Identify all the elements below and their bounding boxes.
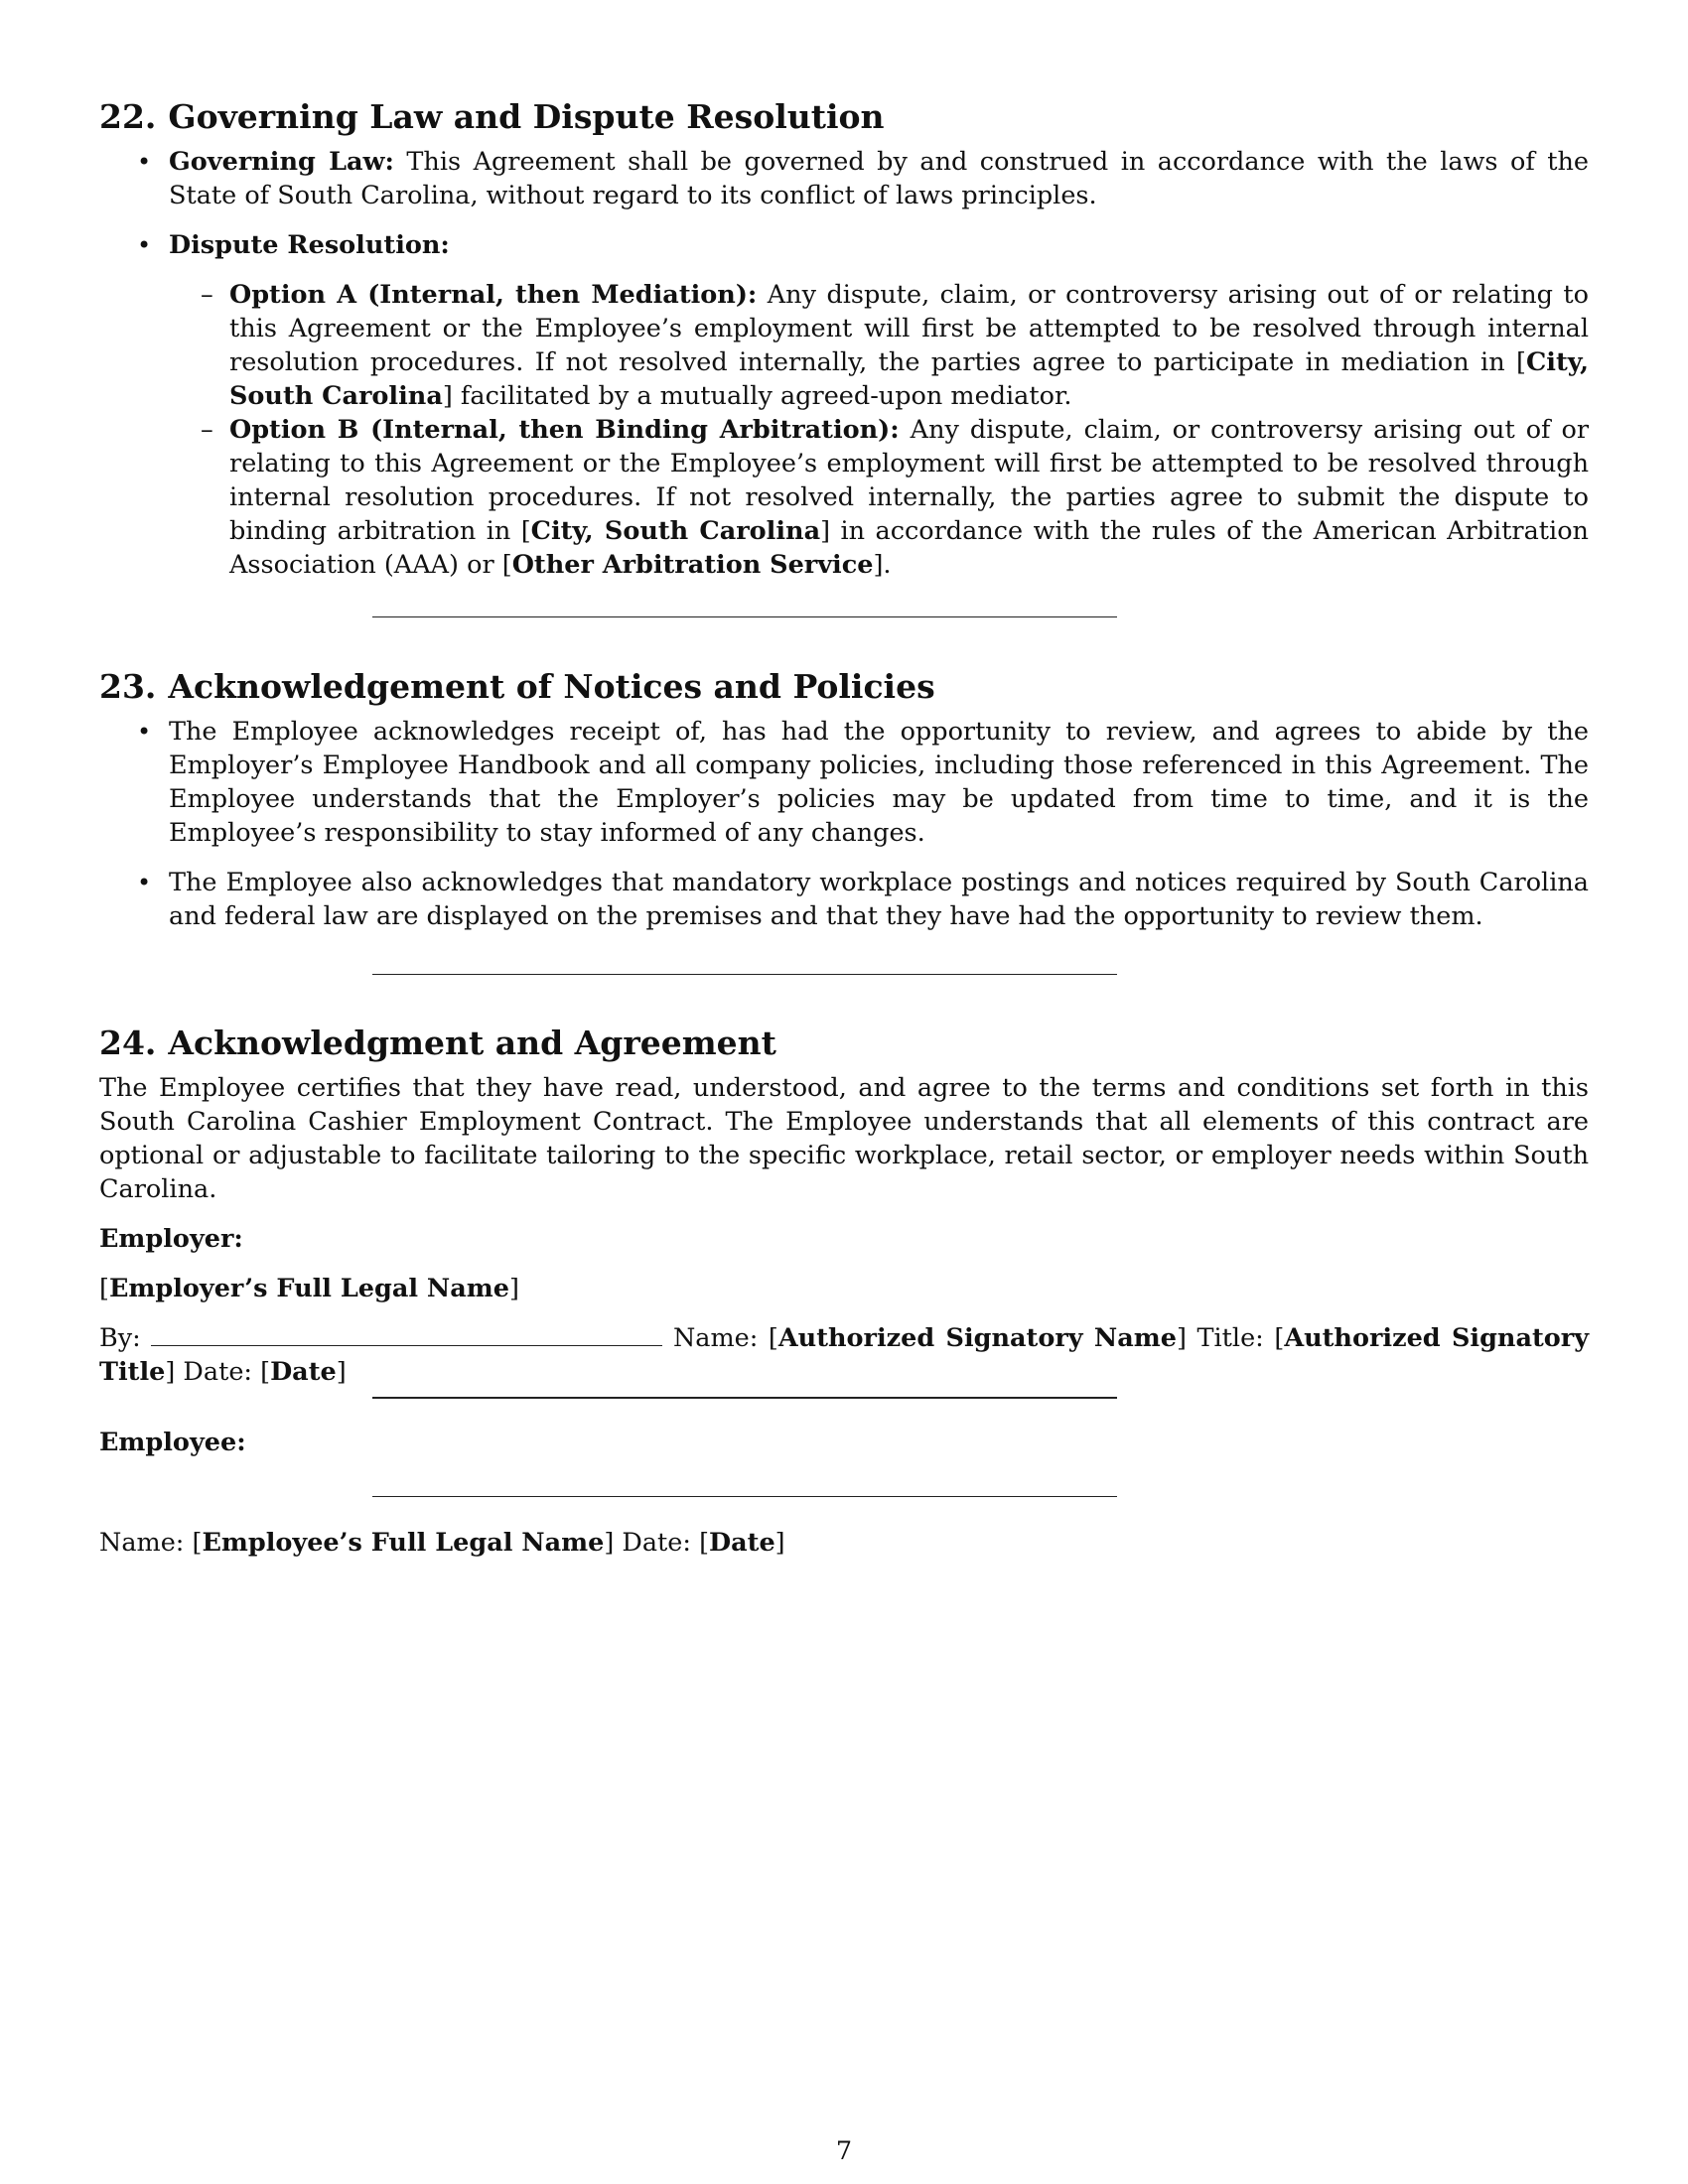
document-page: [99, 95, 1589, 598]
option-a-place: City, South Carolina: [229, 347, 1589, 411]
employee-date-label: Date:: [622, 1528, 691, 1558]
bullet-list: [99, 145, 1589, 582]
name-label: Name:: [672, 1323, 759, 1353]
employee-label: Employee:: [99, 1428, 246, 1457]
option-a-tail: facilitated by a mutually agreed-upon mediator.: [460, 381, 1072, 411]
title-label: Title:: [1196, 1323, 1264, 1353]
agreement-paragraph: The Employee certifies that they have read, understood, and agree to the terms and conditions set forth in this South Carolina Cashier Employment Contract. The Employee understands that all elements of this contract are optional or adjustable to facilitate tailoring to the specific workplace, retail sector, or employer needs within South Carolina.: [99, 1073, 1589, 1204]
signatory-title: Authorized Signatory Title: [99, 1323, 1590, 1387]
section-heading: [99, 665, 1589, 709]
option-b-label: Option B (Internal, then Binding Arbitration):: [229, 415, 900, 445]
section-heading: [99, 1022, 1589, 1065]
section-divider: [372, 616, 1117, 617]
section-title: Governing Law and Dispute Resolution: [168, 97, 885, 136]
option-b-service: Other Arbitration Service: [511, 550, 874, 580]
bullet-list: [99, 715, 1589, 933]
list-item: [99, 866, 1589, 933]
option-b-item: – Option B (Internal, then Binding Arbitration): Any dispute, claim, or controversy arising out of or relating to this Agreement or the Employee’s employment will first be attempted to be resolved through internal resolution procedures. If not resolved internally, the parties agree to submit the dispute to binding arbitration in [City, South Carolina] in accordance with the rules of the American Arbitration Association (AAA) or [Other Arbitration Service].: [169, 413, 1589, 582]
employee-name: Employee’s Full Legal Name: [202, 1528, 605, 1558]
section-title: Acknowledgement of Notices and Policies: [168, 667, 935, 706]
employee-signature-line[interactable]: [372, 1496, 1117, 1497]
section-number: 23.: [99, 667, 157, 706]
acknowledgement-text: The Employee acknowledges receipt of, has had the opportunity to review, and agrees to abide by the Employer’s Employee Handbook and all company policies, including those referenced in this Agreement. The Employee understands that the Employer’s policies may be updated from time to time, and it is the Employee’s responsibility to stay informed of any changes.: [169, 717, 1589, 848]
employer-name-line: [Employer’s Full Legal Name]: [99, 1274, 519, 1303]
signatory-name: Authorized Signatory Name: [777, 1323, 1177, 1353]
section-number: 24.: [99, 1024, 157, 1062]
option-a-item: – Option A (Internal, then Mediation): Any dispute, claim, or controversy arising out of or relating to this Agreement or the Employee’s employment will first be attempted to be resolved through internal resolution procedures. If not resolved internally, the parties agree to participate in mediation in [City, South Carolina] facilitated by a mutually agreed-upon mediator.: [169, 278, 1589, 413]
option-a-text: Any dispute, claim, or controversy arising out of or relating to this Agreement or the Employee’s employment will first be attempted to be resolved through internal resolution procedures. If not resolved internally, the parties agree to participate in mediation in: [229, 280, 1590, 377]
signature-divider: [372, 1397, 1117, 1399]
employee-block: [99, 1426, 1589, 1459]
employer-signature-line: By: Name: [Authorized Signatory Name] Title: [Authorized Signatory Title] Date: [Date]: [99, 1323, 1590, 1387]
option-b-text: Any dispute, claim, or controversy arising out of or relating to this Agreement or the Employee’s employment will first be attempted to be resolved through internal resolution procedures. If not resolved internally, the parties agree to submit the dispute to binding arbitration in: [229, 415, 1590, 546]
sub-list: [169, 278, 1589, 582]
section-heading: [99, 95, 1589, 139]
employer-block: [99, 1222, 1589, 1256]
employee-date: Date: [709, 1528, 775, 1558]
employee-name-label: Name:: [99, 1528, 185, 1558]
employer-label: Employer:: [99, 1224, 243, 1254]
postings-text: The Employee also acknowledges that mandatory workplace postings and notices required by South Carolina and federal law are displayed on the premises and that they have had the opportunity to review them.: [169, 868, 1589, 931]
governing-law-label: Governing Law:: [169, 147, 394, 177]
option-b-place: City, South Carolina: [530, 516, 821, 546]
page-number: 7: [835, 2136, 853, 2166]
section-number: 22.: [99, 97, 157, 136]
list-item: [99, 145, 1589, 212]
section-acknowledgment-agreement: [99, 1022, 1589, 1389]
date-placeholder: Date: [270, 1357, 337, 1387]
by-label: By:: [99, 1323, 141, 1353]
option-b-mid: in accordance with the rules of the American Arbitration Association (AAA) or: [229, 516, 1589, 580]
employer-signature-field[interactable]: [151, 1321, 662, 1346]
date-label: Date:: [183, 1357, 252, 1387]
option-a-label: Option A (Internal, then Mediation):: [229, 280, 758, 310]
section-governing-law: [99, 95, 1589, 582]
employer-name: Employer’s Full Legal Name: [108, 1274, 509, 1303]
governing-law-text: This Agreement shall be governed by and construed in accordance with the laws of the State of South Carolina, without regard to its conflict of laws principles.: [169, 147, 1590, 210]
section-divider: [372, 974, 1117, 975]
list-item: [99, 228, 1589, 582]
section-title: Acknowledgment and Agreement: [168, 1024, 776, 1062]
employee-name-line: Name: [Employee’s Full Legal Name] Date: [Date]: [99, 1528, 785, 1558]
dispute-resolution-label: Dispute Resolution:: [169, 230, 450, 260]
section-notices-policies: [99, 665, 1589, 949]
list-item: [99, 715, 1589, 850]
